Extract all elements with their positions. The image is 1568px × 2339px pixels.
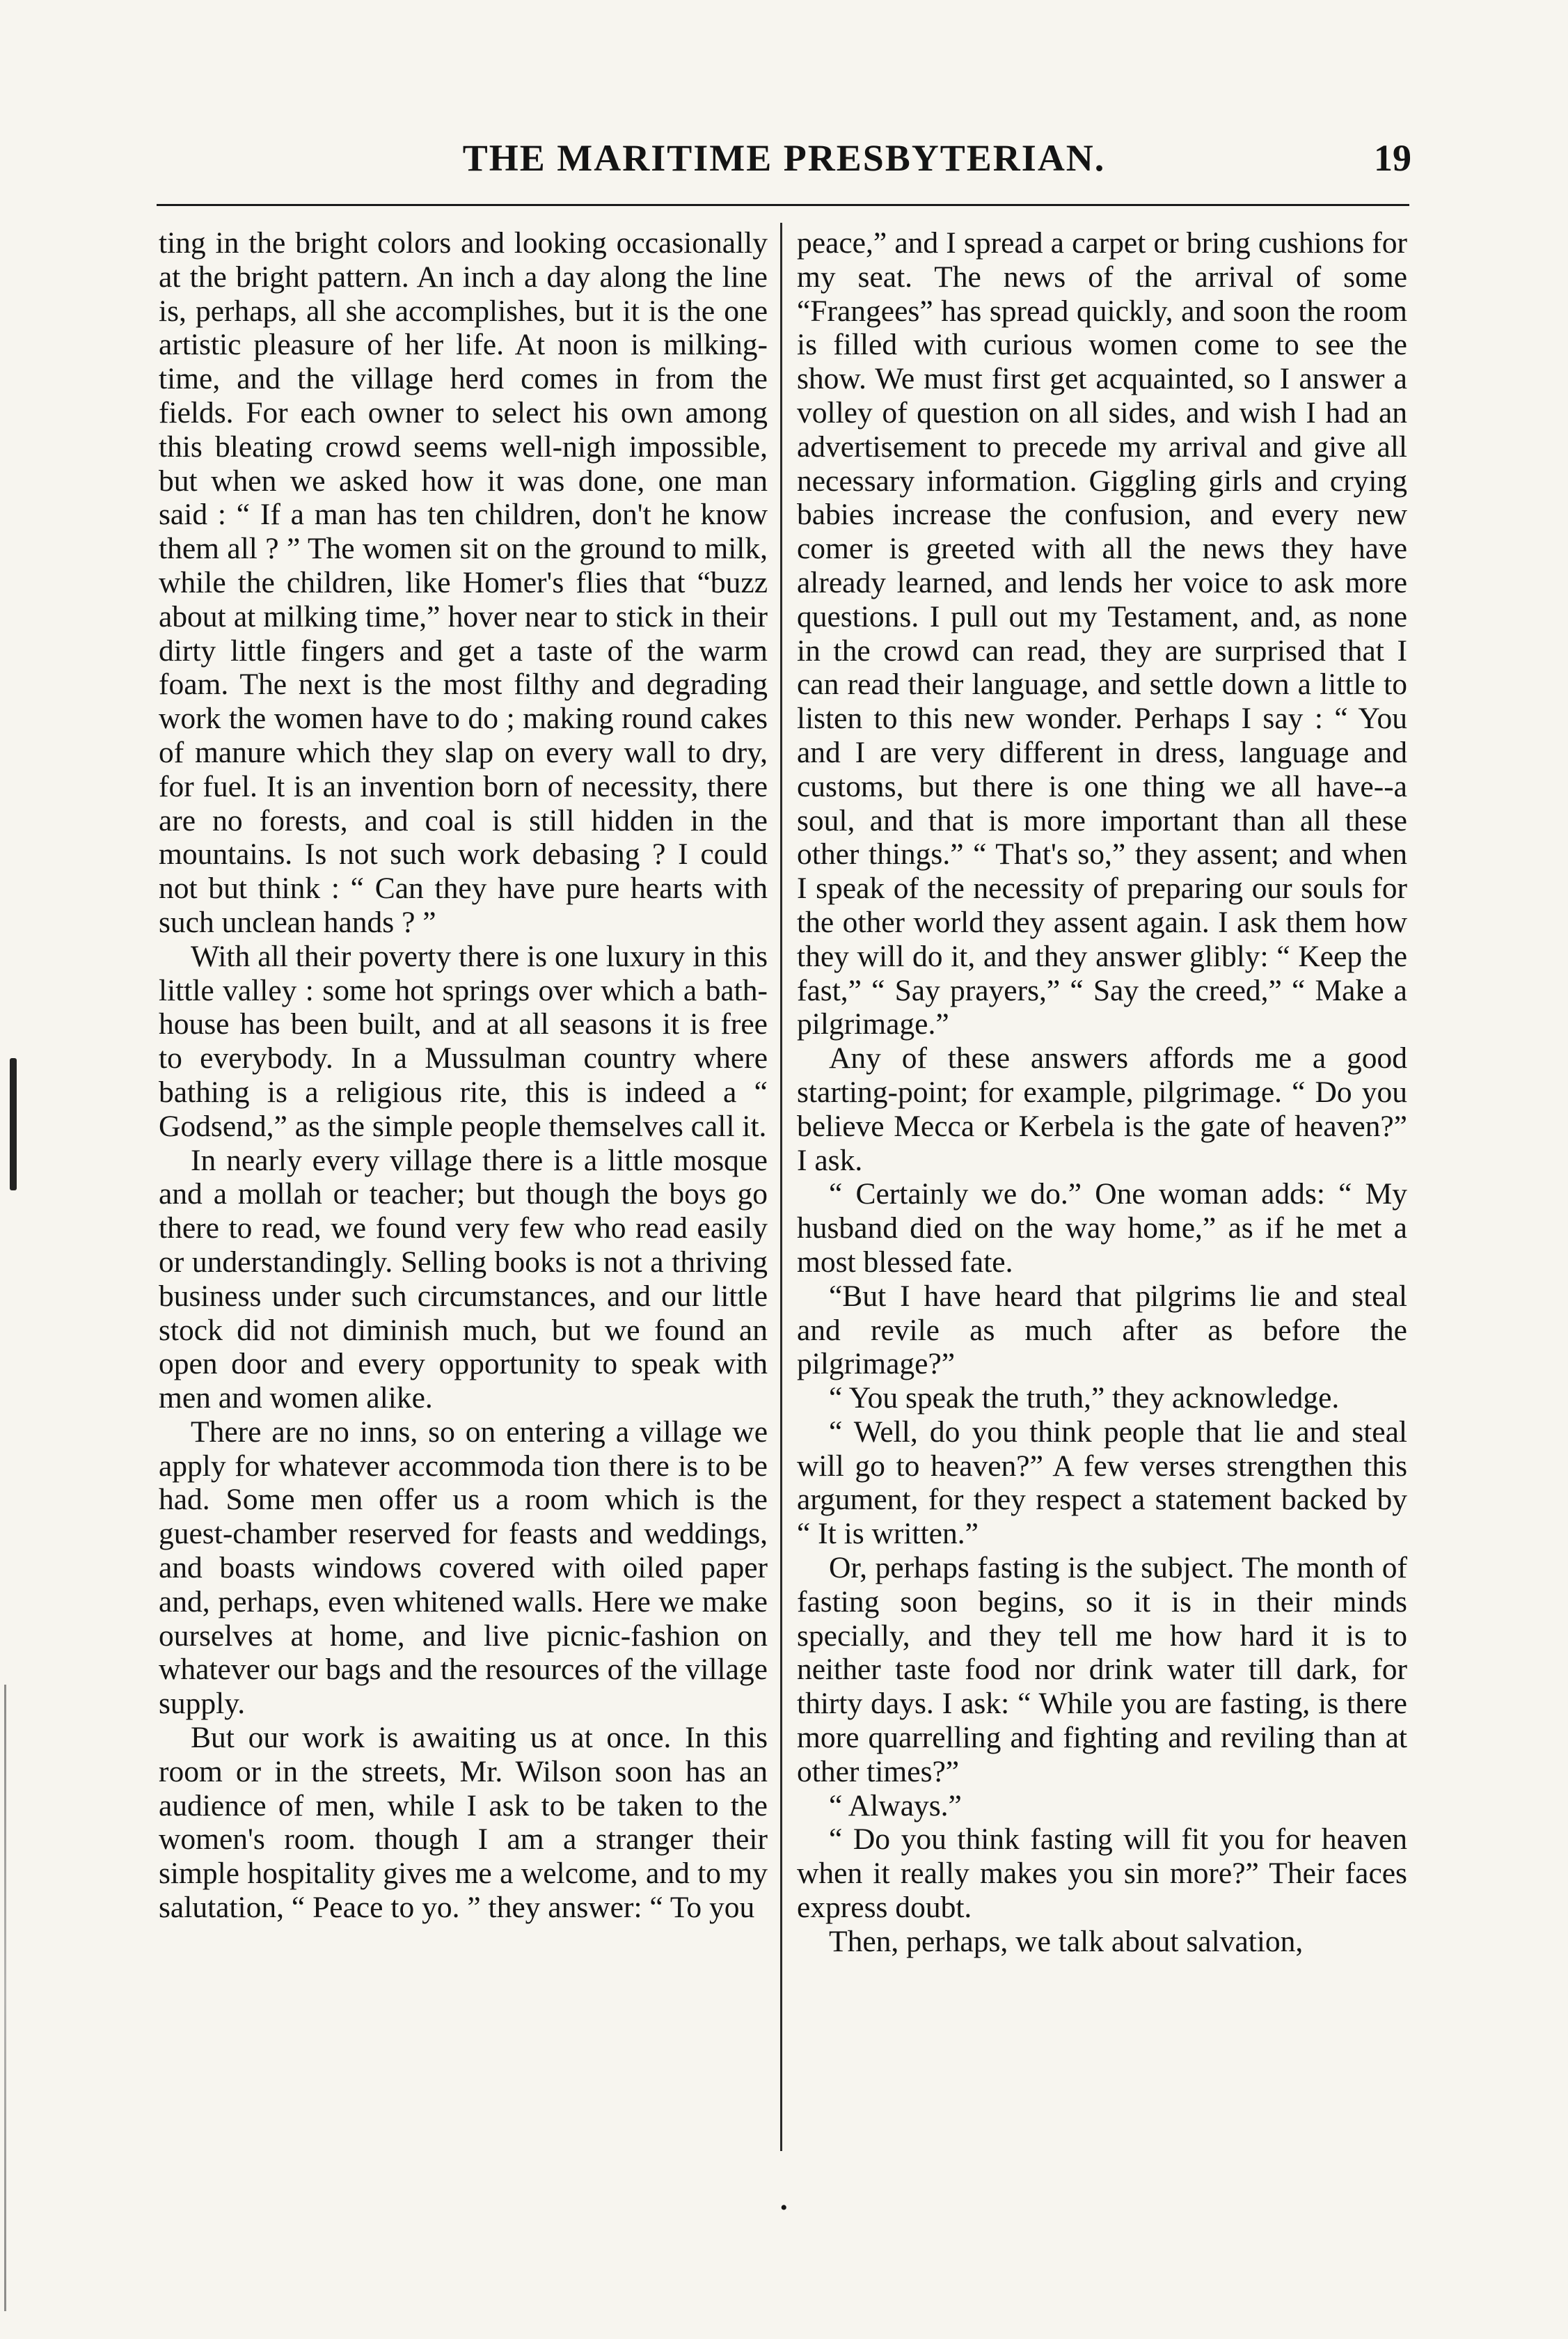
header-divider <box>157 204 1409 206</box>
paragraph: But our work is awaiting us at once. In this room or in the streets, Mr. Wilson soon has an audience of men, while I ask to be taken to the women's room. though I am a stranger their simple hospitality gives me a welcome, and to my salutation, “ Peace to yo. ” they answer: “ To you <box>159 1721 768 1925</box>
right-column <box>797 226 1407 1959</box>
paragraph: Or, perhaps fasting is the subject. The month of fasting soon begins, so it is in their minds specially, and they tell me how hard it is to neither taste food nor drink water till dark, for thirty days. I ask: “ While you are fasting, is there more quarrelling and fighting and reviling than at other times?” <box>797 1551 1407 1788</box>
paragraph: “ Do you think fasting will fit you for heaven when it really makes you sin more?” Their faces express doubt. <box>797 1822 1407 1925</box>
page-header-title: THE MARITIME PRESBYTERIAN. <box>462 137 1106 179</box>
scan-margin-blot <box>10 1058 17 1190</box>
paragraph: “ Always.” <box>829 1788 962 1822</box>
paragraph: In nearly every village there is a little mosque and a mollah or teacher; but though the boys go there to read, we found very few who read easily or understandingly. Selling books is not a thriving business under such circumstances, and our little stock did not diminish much, but we found an open door and every opportunity to speak with men and women alike. <box>159 1143 768 1415</box>
paragraph: ting in the bright colors and looking occasionally at the bright pattern. An inch a day along the line is, perhaps, all she accomplishes, but it is the one artistic pleasure of her life. At noon is milking-time, and the village herd comes in from the fields. For each owner to select his own among this bleating crowd seems well-nigh impossible, but when we asked how it was done, one man said : “ If a man has ten children, don't he know them all ? ” The women sit on the ground to milk, while the children, like Homer's flies that “buzz about at milking time,” hover near to stick in their dirty little fingers and get a taste of the warm foam. The next is the most filthy and degrading work the women have to do ; making round cakes of manure which they slap on every wall to dry, for fuel. It is an invention born of necessity, there are no forests, and coal is still hidden in the mountains. Is not such work debasing ? I could not but think : “ Can they have pure hearts with such unclean hands ? ” <box>159 226 768 939</box>
paragraph: “But I have heard that pilgrims lie and steal and revile as much after as before the pilgrimage?” <box>797 1279 1407 1381</box>
paragraph: “ Well, do you think people that lie and steal will go to heaven?” A few verses strengthen this argument, for they respect a statement backed by “ It is written.” <box>797 1415 1407 1551</box>
paragraph: “ Certainly we do.” One woman adds: “ My husband died on the way home,” as if he met a most blessed fate. <box>797 1177 1407 1279</box>
paragraph: There are no inns, so on entering a village we apply for whatever accommoda tion there is to be had. Some men offer us a room which is the guest-chamber reserved for feasts and weddings, and boasts windows covered with oiled paper and, perhaps, even whitened walls. Here we make ourselves at home, and live picnic-fashion on whatever our bags and the resources of the village supply. <box>159 1415 768 1721</box>
paragraph: peace,” and I spread a carpet or bring cushions for my seat. The news of the arrival of some “Frangees” has spread quickly, and soon the room is filled with curious women come to see the show. We must first get acquainted, so I answer a volley of question on all sides, and wish I had an advertisement to precede my arrival and give all necessary information. Giggling girls and crying babies increase the confusion, and every new comer is greeted with all the news they have already learned, and lends her voice to ask more questions. I pull out my Testament, and, as none in the crowd can read, they are surprised that I can read their language, and settle down a little to listen to this new wonder. Perhaps I say : “ You and I are very different in dress, language and customs, but there is one thing we all have--a soul, and that is more important than all these other things.” “ That's so,” they assent; and when I speak of the necessity of preparing our souls for the other world they assent again. I ask them how they will do it, and they answer glibly: “ Keep the fast,” “ Say prayers,” “ Say the creed,” “ Make a pilgrimage.” <box>797 226 1407 1041</box>
paragraph: With all their poverty there is one luxury in this little valley : some hot springs over which a bath-house has been built, and at all seasons it is free to everybody. In a Mussulman country where bathing is a religious rite, this is indeed a “ Godsend,” as the simple people themselves call it. <box>159 939 768 1143</box>
scan-margin-edge <box>4 1685 6 2311</box>
column-divider <box>780 223 782 2151</box>
left-column <box>159 226 768 1925</box>
footer-mark: • <box>780 2196 788 2219</box>
paragraph: Any of these answers affords me a good starting-point; for example, pilgrimage. “ Do you believe Mecca or Kerbela is the gate of heaven?” I ask. <box>797 1041 1407 1177</box>
paragraph: Then, perhaps, we talk about salvation, <box>829 1924 1304 1958</box>
page-number: 19 <box>1374 137 1411 179</box>
paragraph: “ You speak the truth,” they acknowledge. <box>829 1381 1340 1415</box>
